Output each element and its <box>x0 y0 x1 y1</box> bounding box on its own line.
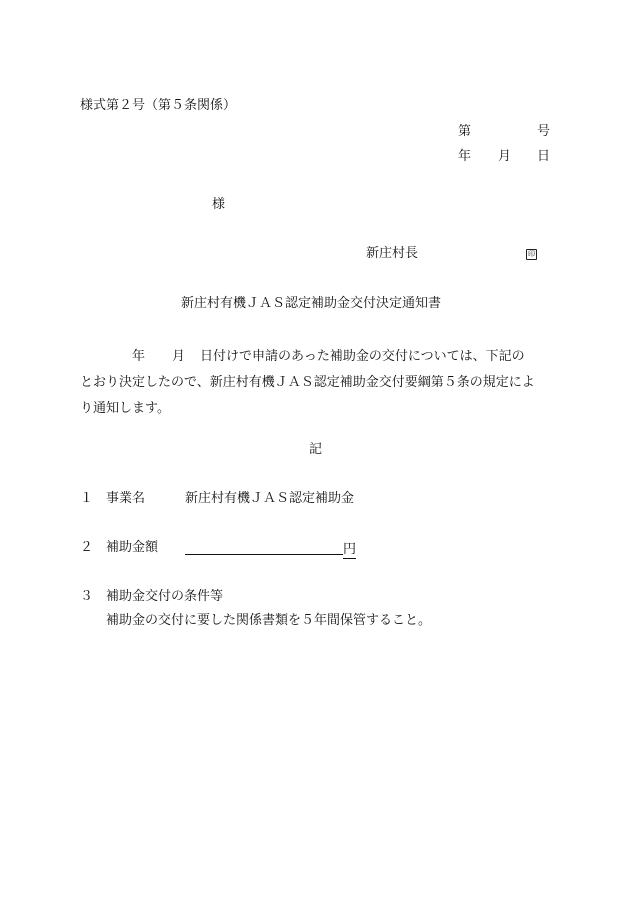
item-number: １ <box>80 491 94 506</box>
number-suffix: 号 <box>537 124 551 139</box>
body-paragraph <box>80 344 552 422</box>
item-number: ３ <box>80 589 94 604</box>
item-label: 補助金額 <box>106 540 159 555</box>
addressee-suffix: 様 <box>212 197 226 212</box>
number-prefix: 第 <box>458 124 472 139</box>
date-year: 年 <box>458 149 472 164</box>
body-month: 月 <box>172 349 186 364</box>
date-month: 月 <box>498 149 512 164</box>
project-name-value: 新庄村有機ＪＡＳ認定補助金 <box>185 491 355 506</box>
amount-unit: 円 <box>343 542 357 557</box>
condition-detail: 補助金の交付に要した関係書類を５年間保管すること。 <box>106 613 432 628</box>
ki-heading: 記 <box>309 442 323 457</box>
item-number: ２ <box>80 540 94 555</box>
body-line-3: り通知します。 <box>80 401 170 416</box>
seal-icon: 印 <box>528 250 535 258</box>
amount-blank-line <box>185 541 343 555</box>
seal-mark <box>526 247 537 260</box>
body-year: 年 <box>132 349 146 364</box>
date-day: 日 <box>537 149 551 164</box>
item-label: 事業名 <box>106 491 146 506</box>
body-line-1-rest: 日付けで申請のあった補助金の交付については、下記の <box>200 349 525 364</box>
body-line-1 <box>80 344 552 370</box>
form-label: 様式第２号（第５条関係） <box>80 98 237 113</box>
body-line-2: とおり決定したので、新庄村有機ＪＡＳ認定補助金交付要綱第５条の規定によ <box>80 375 535 390</box>
issuer-title: 新庄村長 <box>366 246 419 261</box>
item-label: 補助金交付の条件等 <box>106 589 224 604</box>
amount-field <box>185 541 356 556</box>
document-title: 新庄村有機ＪＡＳ認定補助金交付決定通知書 <box>181 296 442 311</box>
